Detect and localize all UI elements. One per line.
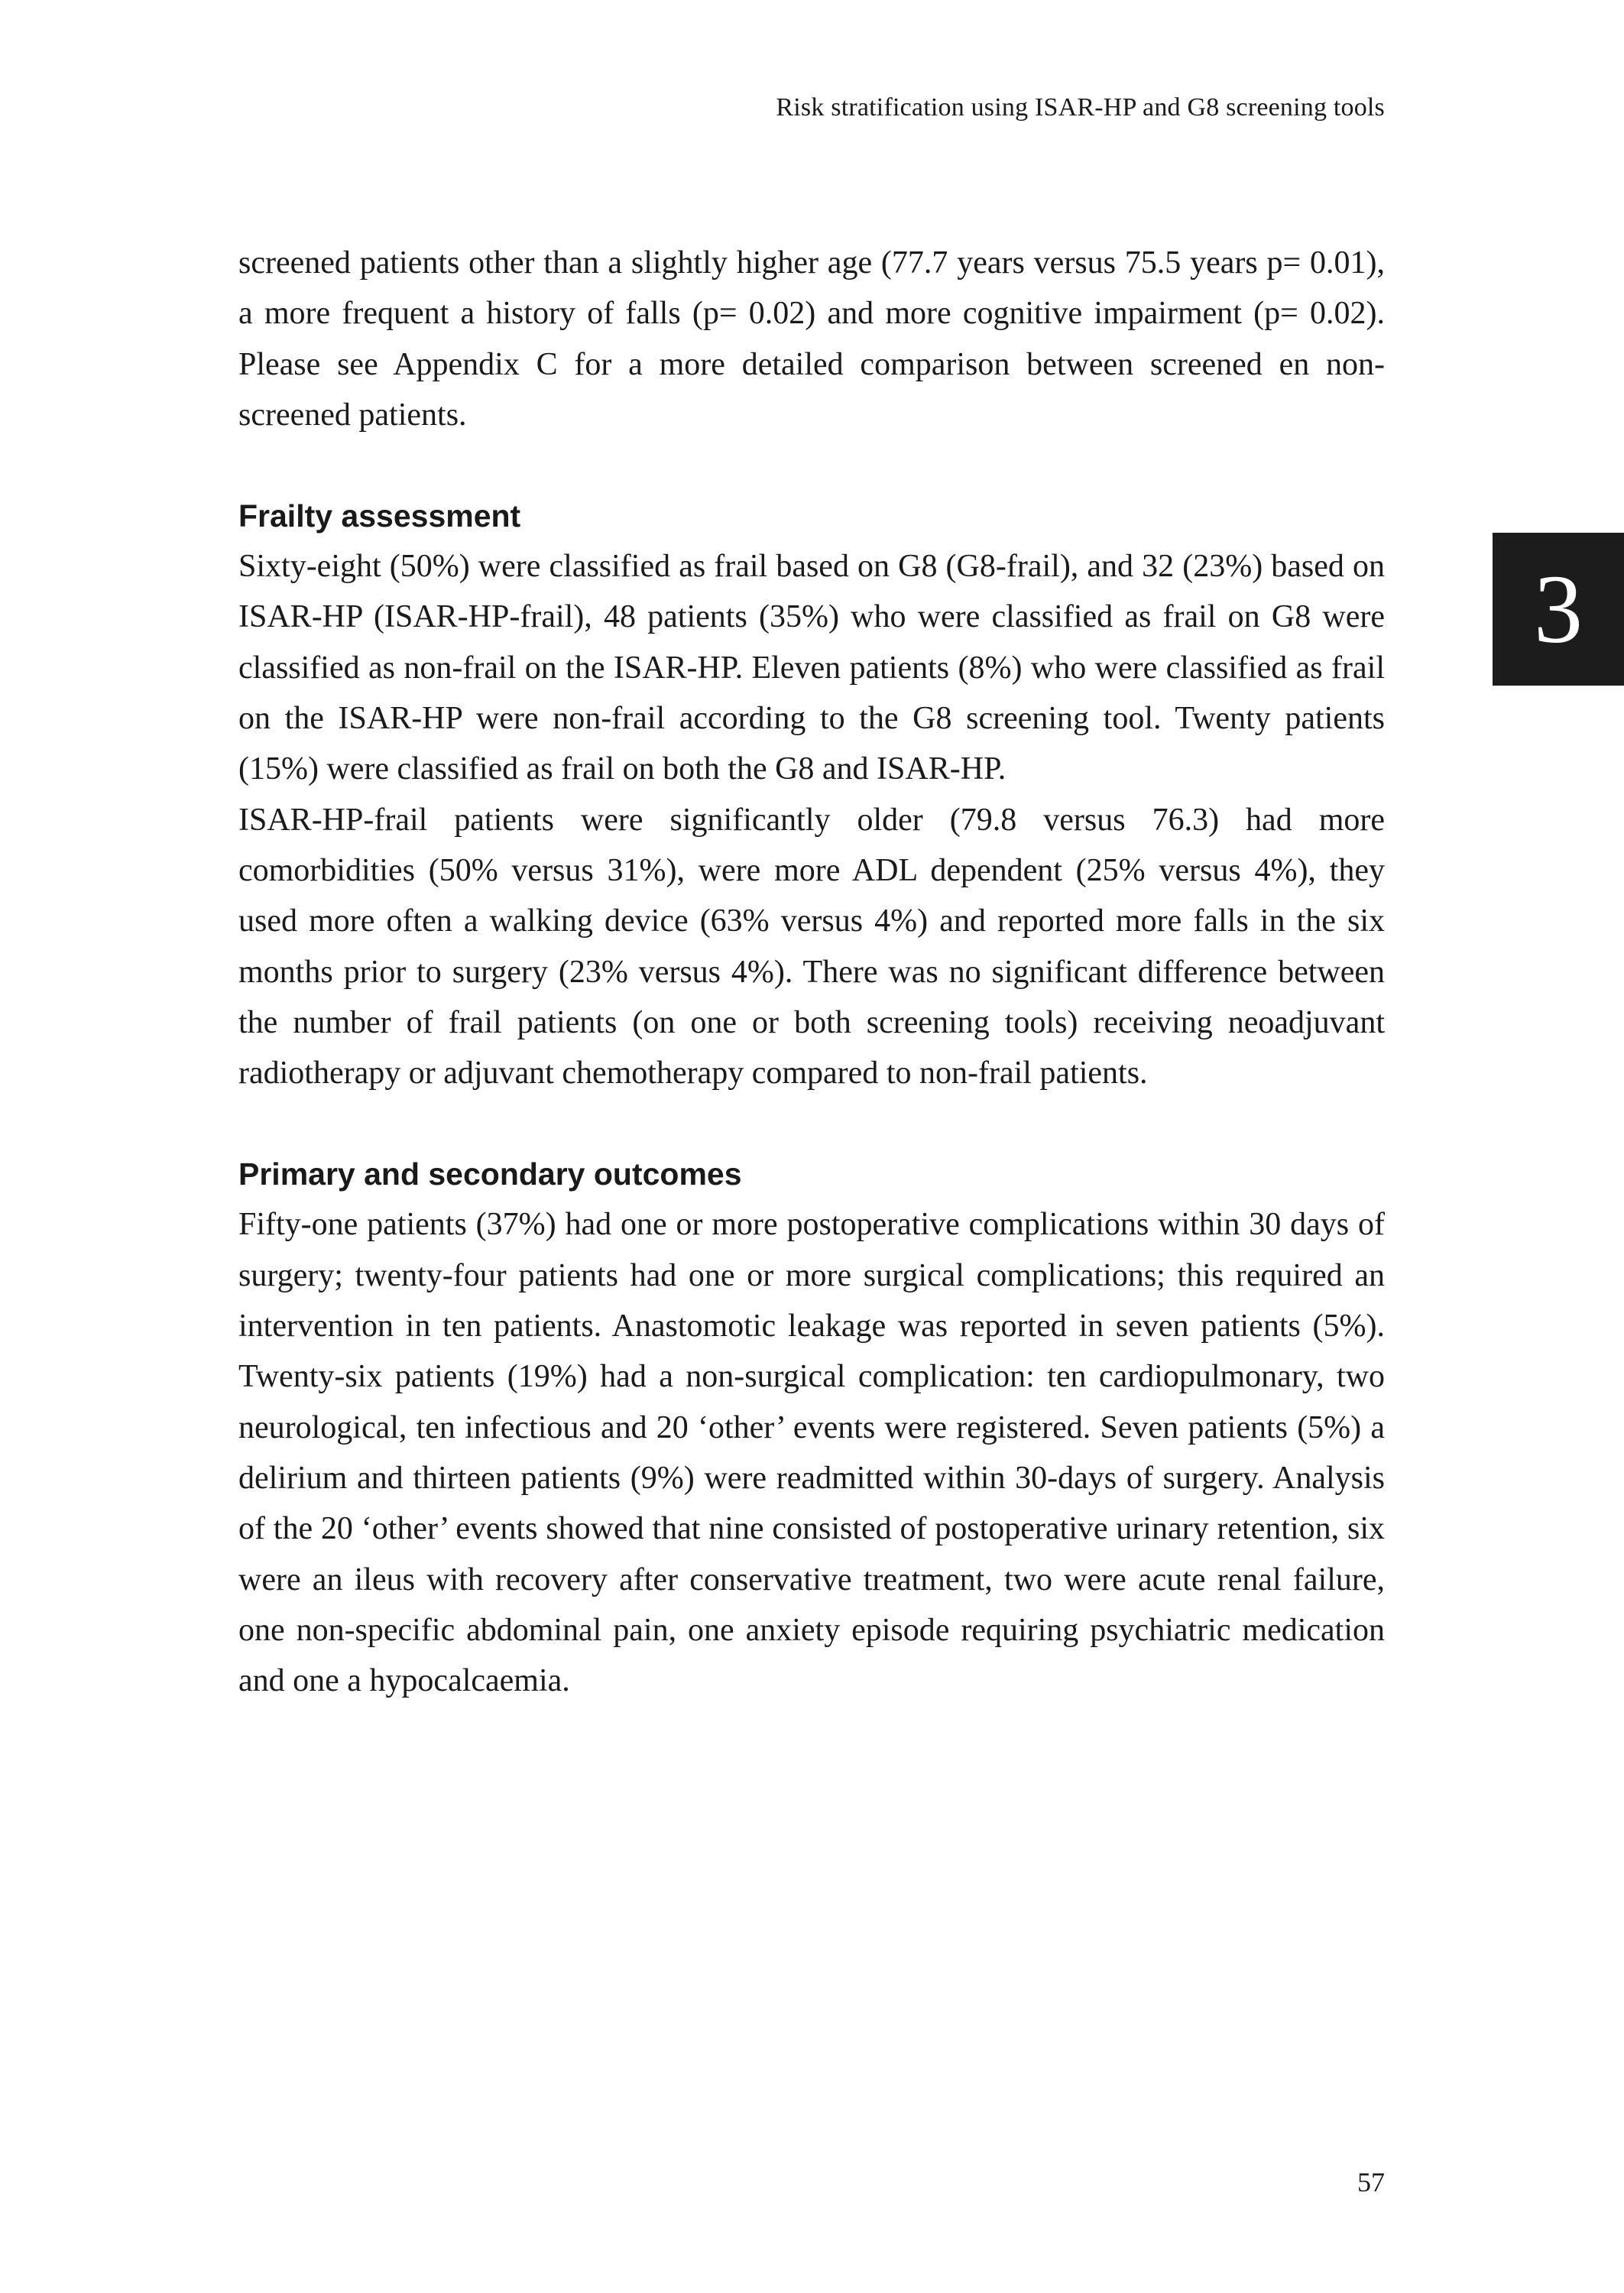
outcomes-paragraph-1: Fifty-one patients (37%) had one or more postoperative complications within 30 days of surgery; twenty-four patients had one or more surgical complications; this required an intervention in ten patients. Anastomotic leakage was reported in seven patients (5%). Twenty-six patients (19%) had a non-surgical complication: ten cardiopulmonary, two neurological, ten infectious and 20 ‘other’ events were registered. Seven patients (5%) a delirium and thirteen patients (9%) were readmitted within 30-days of surgery. Analysis of the 20 ‘other’ events showed that nine consisted of postoperative urinary retention, six were an ileus with recovery after conservative treatment, two were acute renal failure, one non-specific abdominal pain, one anxiety episode requiring psychiatric medication and one a hypocalcaemia. xyxy=(238,1207,1385,1699)
section-heading-frailty-assessment: Frailty assessment xyxy=(238,498,521,534)
frailty-paragraph-2: ISAR-HP-frail patients were significantly older (79.8 versus 76.3) had more comorbidities (50% versus 31%), were more ADL dependent (25% versus 4%), they used more often a walking device (63% versus 4%) and reported more falls in the six months prior to surgery (23% versus 4%). There was no significant difference between the number of frail patients (on one or both screening tools) receiving neoadjuvant radiotherapy or adjuvant chemotherapy compared to non-frail patients. xyxy=(238,802,1385,1091)
page-number: 57 xyxy=(1357,2167,1385,2197)
chapter-number: 3 xyxy=(1534,555,1583,663)
main-content xyxy=(238,238,1385,1706)
section-spacer xyxy=(238,440,1385,491)
intro-paragraph: screened patients other than a slightly higher age (77.7 years versus 75.5 years p= 0.01), a more frequent a history of falls (p= 0.02) and more cognitive impairment (p= 0.02). Please see Appendix C for a more detailed comparison between screened en non-screened patients. xyxy=(238,245,1385,433)
section-heading-primary-secondary-outcomes: Primary and secondary outcomes xyxy=(238,1156,742,1192)
frailty-paragraph-1: Sixty-eight (50%) were classified as frail based on G8 (G8-frail), and 32 (23%) based on ISAR-HP (ISAR-HP-frail), 48 patients (35%) who were classified as frail on G8 were classified as non-frail on the ISAR-HP. Eleven patients (8%) who were classified as frail on the ISAR-HP were non-frail according to the G8 screening tool. Twenty patients (15%) were classified as frail on both the G8 and ISAR-HP. xyxy=(238,549,1385,787)
chapter-tab xyxy=(1493,533,1624,686)
section-spacer xyxy=(238,1098,1385,1149)
running-header: Risk stratification using ISAR-HP and G8 screening tools xyxy=(776,93,1385,122)
